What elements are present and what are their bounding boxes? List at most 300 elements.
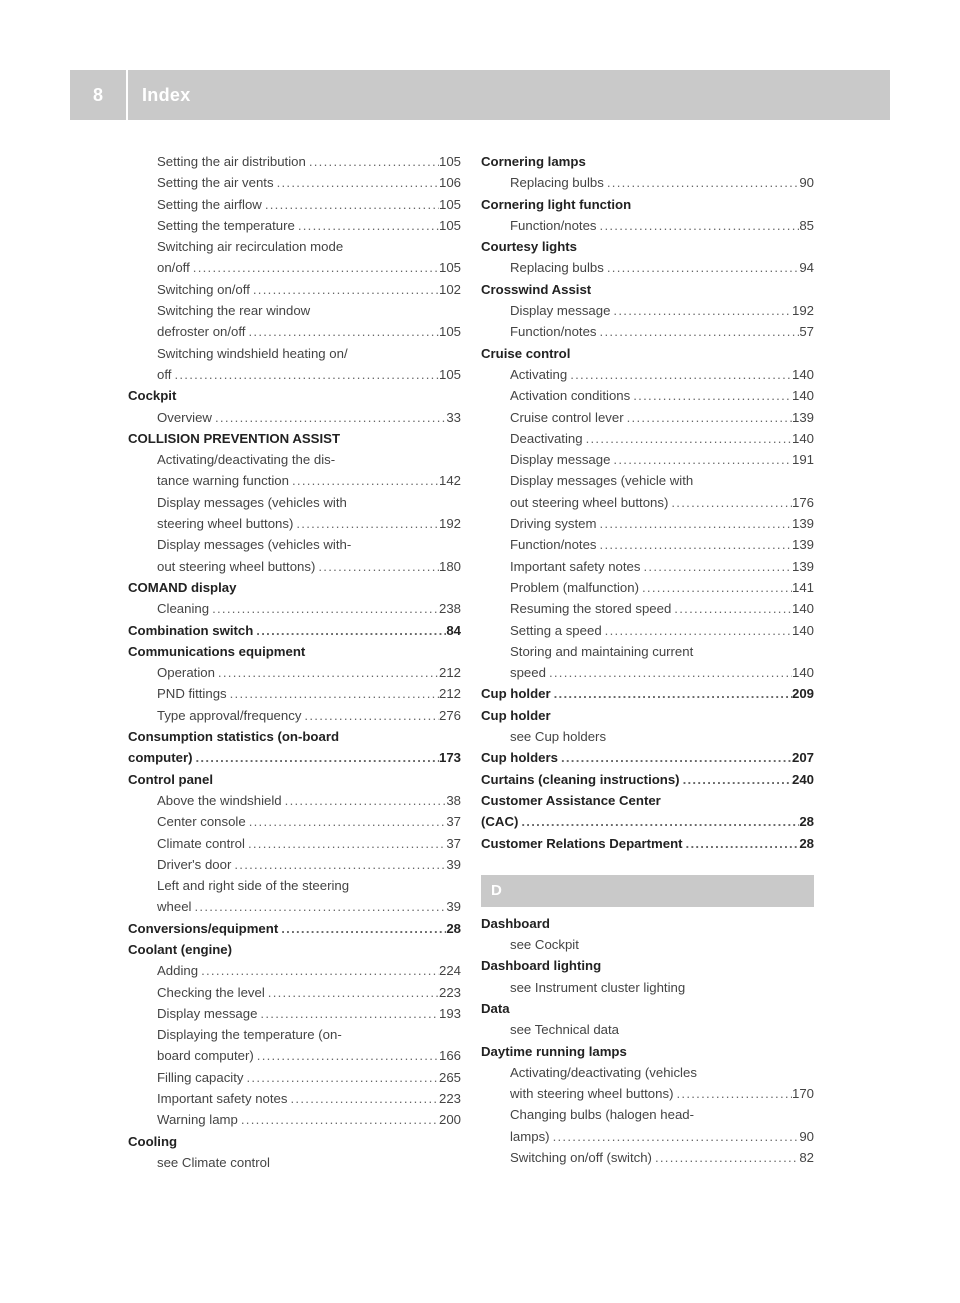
index-heading (128, 1131, 461, 1152)
index-subentry (481, 662, 814, 683)
page-reference: 28 (446, 920, 461, 936)
dot-leader (212, 407, 446, 428)
index-subentry (481, 449, 814, 470)
dot-leader (287, 1088, 439, 1109)
dot-leader (253, 620, 446, 641)
entry-text: Resuming the stored speed (510, 601, 672, 617)
index-subentry (481, 513, 814, 534)
entry-text: Climate control (157, 835, 245, 851)
index-subentry (128, 407, 461, 428)
entry-text: Replacing bulbs (510, 260, 604, 276)
dot-leader (278, 918, 446, 939)
dot-leader (245, 833, 446, 854)
index-heading (481, 705, 814, 726)
dot-leader (604, 257, 799, 278)
entry-text: Activating/deactivating the dis- (157, 452, 336, 468)
dot-leader (254, 1045, 439, 1066)
page-reference: 176 (791, 494, 814, 510)
dot-leader (683, 833, 800, 854)
entry-text: see Cup holders (510, 729, 607, 745)
page-reference: 85 (799, 217, 814, 233)
entry-text: Activation conditions (510, 388, 631, 404)
entry-text: Setting the air distribution (157, 154, 306, 169)
page-title: Index (142, 84, 191, 105)
dot-leader (680, 769, 792, 790)
entry-text: see Instrument cluster lighting (510, 979, 686, 995)
page-reference: 33 (446, 409, 461, 425)
entry-text: Communications equipment (128, 643, 306, 659)
index-subentry (481, 492, 814, 513)
entry-text: Coolant (engine) (128, 941, 233, 957)
page-reference: 140 (791, 622, 814, 638)
page-reference: 105 (438, 196, 461, 212)
page-reference: 224 (438, 963, 461, 979)
entry-text: Daytime running lamps (481, 1043, 627, 1059)
index-subentry (128, 790, 461, 811)
page-reference: 139 (791, 558, 814, 574)
entry-text: COMAND display (128, 579, 237, 595)
index-subentry (481, 726, 814, 747)
dot-leader (282, 790, 447, 811)
index-subentry (128, 534, 461, 555)
dot-leader (624, 407, 792, 428)
entry-text: Overview (157, 409, 212, 425)
entry-text: Control panel (128, 771, 213, 787)
index-subentry (481, 215, 814, 236)
page-reference: 170 (791, 1086, 814, 1102)
page-reference: 105 (438, 324, 461, 340)
entry-text: Function/notes (510, 537, 597, 553)
dot-leader (596, 513, 792, 534)
entry-text: PND fittings (157, 686, 227, 702)
entry-text: Storing and maintaining current (510, 643, 694, 659)
page-reference: 192 (791, 303, 814, 319)
page-reference: 209 (791, 686, 814, 702)
entry-text: Switching windshield heating on/ (157, 345, 348, 361)
index-subentry (128, 257, 461, 278)
entry-text: speed (510, 665, 546, 681)
index-subentry (128, 492, 461, 513)
page-reference: 166 (438, 1048, 461, 1064)
entry-text: Switching on/off (157, 281, 250, 297)
index-subentry (481, 977, 814, 998)
entry-text: board computer) (157, 1048, 254, 1064)
entry-text: wheel (157, 899, 192, 915)
entry-text: Customer Assistance Center (481, 792, 661, 808)
page-reference: 200 (438, 1112, 461, 1128)
page-number: 8 (92, 84, 103, 105)
entry-text: tance warning function (157, 473, 289, 489)
entry-text: Activating (510, 366, 568, 382)
index-subentry (128, 896, 461, 917)
index-subentry (128, 343, 461, 364)
index-column-right (481, 151, 814, 1168)
index-subentry (128, 300, 461, 321)
dot-leader (190, 257, 439, 278)
entry-text: Switching air recirculation mode (157, 239, 344, 255)
index-heading (128, 385, 461, 406)
index-heading (128, 747, 461, 768)
dot-leader (171, 364, 439, 385)
dot-leader (602, 620, 792, 641)
section-letter: D (491, 882, 502, 900)
entry-text: steering wheel buttons) (157, 516, 294, 532)
entry-text: Setting the temperature (157, 217, 295, 233)
entry-text: Dashboard lighting (481, 958, 602, 974)
entry-text: Cooling (128, 1133, 178, 1149)
entry-text: COLLISION PREVENTION ASSIST (128, 430, 340, 446)
dot-leader (551, 683, 792, 704)
page-reference: 139 (791, 516, 814, 532)
entry-text: Deactivating (510, 430, 583, 446)
index-subentry (128, 194, 461, 215)
entry-text: Customer Relations Department (481, 835, 683, 851)
page-reference: 102 (438, 281, 461, 297)
entry-text: Display message (157, 1005, 258, 1021)
index-subentry (481, 385, 814, 406)
page-reference: 39 (446, 899, 461, 915)
index-subentry (128, 982, 461, 1003)
index-heading (481, 913, 814, 934)
index-subentry (128, 449, 461, 470)
page-reference: 191 (791, 452, 814, 468)
entry-text: Courtesy lights (481, 239, 577, 255)
index-subentry (481, 934, 814, 955)
index-subentry (128, 854, 461, 875)
entry-text: Conversions/equipment (128, 920, 279, 936)
entry-text: Curtains (cleaning instructions) (481, 771, 680, 787)
index-heading (481, 683, 814, 704)
dot-leader (198, 960, 439, 981)
entry-text: Display messages (vehicle with (510, 473, 694, 489)
entry-text: on/off (157, 260, 190, 276)
index-heading (481, 279, 814, 300)
entry-text: Driver's door (157, 856, 232, 872)
entry-text: out steering wheel buttons) (510, 494, 669, 510)
dot-leader (301, 705, 439, 726)
index-subentry (128, 321, 461, 342)
page-reference: 28 (799, 814, 814, 830)
index-subentry (481, 598, 814, 619)
dot-leader (227, 683, 439, 704)
index-heading (481, 151, 814, 172)
page-reference: 192 (438, 516, 461, 532)
entry-text: Type approval/frequency (157, 707, 302, 723)
entry-text: Cruise control (481, 345, 571, 361)
entry-text: Crosswind Assist (481, 281, 592, 297)
page-reference: 106 (438, 175, 461, 191)
index-heading (481, 998, 814, 1019)
entry-text: Cruise control lever (510, 409, 624, 425)
entry-text: Cleaning (157, 601, 210, 617)
index-entries-c (481, 151, 814, 854)
index-subentry (128, 1045, 461, 1066)
entry-text: Important safety notes (157, 1091, 288, 1107)
dot-leader (191, 896, 446, 917)
page-reference: 140 (791, 665, 814, 681)
index-heading (481, 194, 814, 215)
entry-text: Setting the air vents (157, 175, 274, 191)
index-subentry (481, 321, 814, 342)
page-reference: 139 (791, 409, 814, 425)
page-reference: 212 (438, 665, 461, 681)
index-heading (128, 939, 461, 960)
index-subentry (128, 1067, 461, 1088)
entry-text: Filling capacity (157, 1069, 244, 1085)
entry-text: computer) (128, 750, 193, 766)
page-reference: 140 (791, 430, 814, 446)
index-heading (481, 747, 814, 768)
index-subentry (128, 1024, 461, 1045)
index-subentry (481, 364, 814, 385)
index-heading (128, 641, 461, 662)
entry-text: Combination switch (128, 622, 254, 638)
index-heading (481, 343, 814, 364)
index-subentry (128, 683, 461, 704)
index-subentry (481, 1126, 814, 1147)
dot-leader (274, 172, 439, 193)
index-subentry (128, 811, 461, 832)
entry-text: Display message (510, 303, 611, 319)
index-subentry (128, 1003, 461, 1024)
index-heading (481, 769, 814, 790)
page-reference: 140 (791, 388, 814, 404)
index-heading (481, 1041, 814, 1062)
page-reference: 193 (438, 1005, 461, 1021)
dot-leader (257, 1003, 439, 1024)
index-heading (128, 620, 461, 641)
entry-text: Replacing bulbs (510, 175, 604, 191)
dot-leader (265, 982, 439, 1003)
dot-leader (192, 747, 439, 768)
page-reference: 140 (791, 366, 814, 382)
entry-text: Dashboard (481, 915, 550, 931)
page-reference: 38 (446, 792, 461, 808)
dot-leader (306, 151, 439, 172)
entry-text: Operation (157, 665, 215, 681)
index-subentry (128, 1109, 461, 1130)
dot-leader (518, 811, 799, 832)
dot-leader (244, 1067, 439, 1088)
dot-leader (567, 364, 792, 385)
entry-text: Important safety notes (510, 558, 641, 574)
index-subentry (128, 151, 461, 172)
index-heading (128, 918, 461, 939)
dot-leader (673, 1083, 792, 1104)
page-reference: 223 (438, 1091, 461, 1107)
entry-text: Cornering light function (481, 196, 632, 212)
entry-text: see Climate control (157, 1154, 270, 1170)
page-reference: 142 (438, 473, 461, 489)
index-heading (128, 428, 461, 449)
page-reference: 39 (446, 856, 461, 872)
dot-leader (546, 662, 792, 683)
entry-text: Switching on/off (switch) (510, 1150, 652, 1166)
dot-leader (640, 556, 792, 577)
dot-leader (262, 194, 439, 215)
index-subentry (128, 172, 461, 193)
dot-leader (209, 598, 439, 619)
entry-text: Above the windshield (157, 792, 282, 808)
dot-leader (583, 428, 792, 449)
entry-text: see Technical data (510, 1022, 619, 1038)
page-reference: 82 (799, 1150, 814, 1166)
page-reference: 105 (438, 217, 461, 233)
page-reference: 105 (438, 366, 461, 382)
index-subentry (481, 1019, 814, 1040)
entry-text: Cockpit (128, 388, 177, 404)
index-subentry (128, 513, 461, 534)
entry-text: Display messages (vehicles with- (157, 537, 352, 553)
entry-text: defroster on/off (157, 324, 246, 340)
entry-text: Adding (157, 963, 199, 979)
index-heading (481, 790, 814, 811)
section-header-d (481, 875, 814, 907)
page-reference: 84 (446, 622, 461, 638)
entry-text: Displaying the temperature (on- (157, 1027, 342, 1043)
entry-text: Problem (malfunction) (510, 579, 639, 595)
page-reference: 265 (438, 1069, 461, 1085)
index-subentry (128, 470, 461, 491)
index-subentry (481, 470, 814, 491)
dot-leader (245, 321, 439, 342)
dot-leader (238, 1109, 439, 1130)
index-heading (481, 811, 814, 832)
page-reference: 223 (438, 984, 461, 1000)
dot-leader (630, 385, 792, 406)
entry-text: Display message (510, 452, 611, 468)
entry-text: Center console (157, 814, 246, 830)
index-subentry (481, 407, 814, 428)
dot-leader (315, 556, 439, 577)
dot-leader (289, 470, 439, 491)
index-subentry (128, 960, 461, 981)
entry-text: Driving system (510, 516, 597, 532)
page-reference: 139 (791, 537, 814, 553)
index-subentry (128, 236, 461, 257)
entry-text: Cup holders (481, 750, 558, 766)
entry-text: Display messages (vehicles with (157, 494, 347, 510)
index-subentry (128, 875, 461, 896)
index-subentry (128, 662, 461, 683)
entry-text: with steering wheel buttons) (510, 1086, 674, 1102)
index-subentry (128, 364, 461, 385)
entry-text: Switching the rear window (157, 303, 311, 319)
page-reference: 105 (438, 260, 461, 276)
page-reference: 240 (791, 771, 814, 787)
index-subentry (481, 1062, 814, 1083)
dot-leader (293, 513, 439, 534)
dot-leader (604, 172, 799, 193)
dot-leader (558, 747, 792, 768)
page-reference: 90 (799, 1128, 814, 1144)
dot-leader (610, 300, 792, 321)
entry-text: Warning lamp (157, 1112, 238, 1128)
entry-text: Setting a speed (510, 622, 602, 638)
page-reference: 37 (446, 835, 461, 851)
page-reference: 37 (446, 814, 461, 830)
page-reference: 141 (791, 579, 814, 595)
dot-leader (671, 598, 792, 619)
index-subentry (481, 300, 814, 321)
page-reference: 140 (791, 601, 814, 617)
index-subentry (481, 428, 814, 449)
index-subentry (128, 215, 461, 236)
entry-text: out steering wheel buttons) (157, 558, 316, 574)
entry-text: Function/notes (510, 217, 597, 233)
entry-text: lamps) (510, 1128, 550, 1144)
entry-text: Cup holder (481, 707, 551, 723)
dot-leader (668, 492, 792, 513)
index-subentry (481, 1104, 814, 1125)
dot-leader (250, 279, 439, 300)
entry-text: Cup holder (481, 686, 551, 702)
index-subentry (481, 620, 814, 641)
entry-text: Cornering lamps (481, 154, 586, 169)
index-subentry (481, 257, 814, 278)
page-reference: 94 (799, 260, 814, 276)
index-subentry (128, 1088, 461, 1109)
index-heading (128, 769, 461, 790)
index-heading (481, 236, 814, 257)
index-subentry (481, 1147, 814, 1168)
dot-leader (652, 1147, 799, 1168)
dot-leader (295, 215, 439, 236)
index-heading (481, 955, 814, 976)
entry-text: (CAC) (481, 814, 519, 830)
index-subentry (128, 1152, 461, 1173)
index-subentry (128, 705, 461, 726)
index-subentry (481, 556, 814, 577)
index-heading (481, 833, 814, 854)
entry-text: Left and right side of the steering (157, 878, 350, 894)
dot-leader (610, 449, 792, 470)
dot-leader (231, 854, 446, 875)
index-subentry (128, 598, 461, 619)
index-subentry (481, 577, 814, 598)
entry-text: Checking the level (157, 984, 265, 1000)
index-subentry (128, 833, 461, 854)
index-heading (128, 726, 461, 747)
index-subentry (481, 1083, 814, 1104)
entry-text: off (157, 366, 172, 382)
dot-leader (597, 215, 800, 236)
dot-leader (550, 1126, 800, 1147)
page-reference: 105 (438, 154, 461, 169)
page-reference: 173 (438, 750, 461, 766)
page-reference: 238 (438, 601, 461, 617)
index-heading (128, 577, 461, 598)
entry-text: Setting the airflow (157, 196, 262, 212)
page-reference: 180 (438, 558, 461, 574)
dot-leader (597, 534, 792, 555)
page-header (70, 70, 890, 120)
entry-text: Function/notes (510, 324, 597, 340)
page-reference: 90 (799, 175, 814, 191)
dot-leader (639, 577, 792, 598)
index-subentry (481, 534, 814, 555)
entry-text: see Cockpit (510, 937, 579, 953)
index-subentry (128, 279, 461, 300)
entry-text: Consumption statistics (on-board (128, 729, 339, 745)
index-subentry (481, 172, 814, 193)
entry-text: Data (481, 1000, 510, 1016)
page-reference: 212 (438, 686, 461, 702)
page-reference: 28 (799, 835, 814, 851)
index-column-left (128, 151, 461, 1173)
index-subentry (481, 641, 814, 662)
dot-leader (597, 321, 800, 342)
